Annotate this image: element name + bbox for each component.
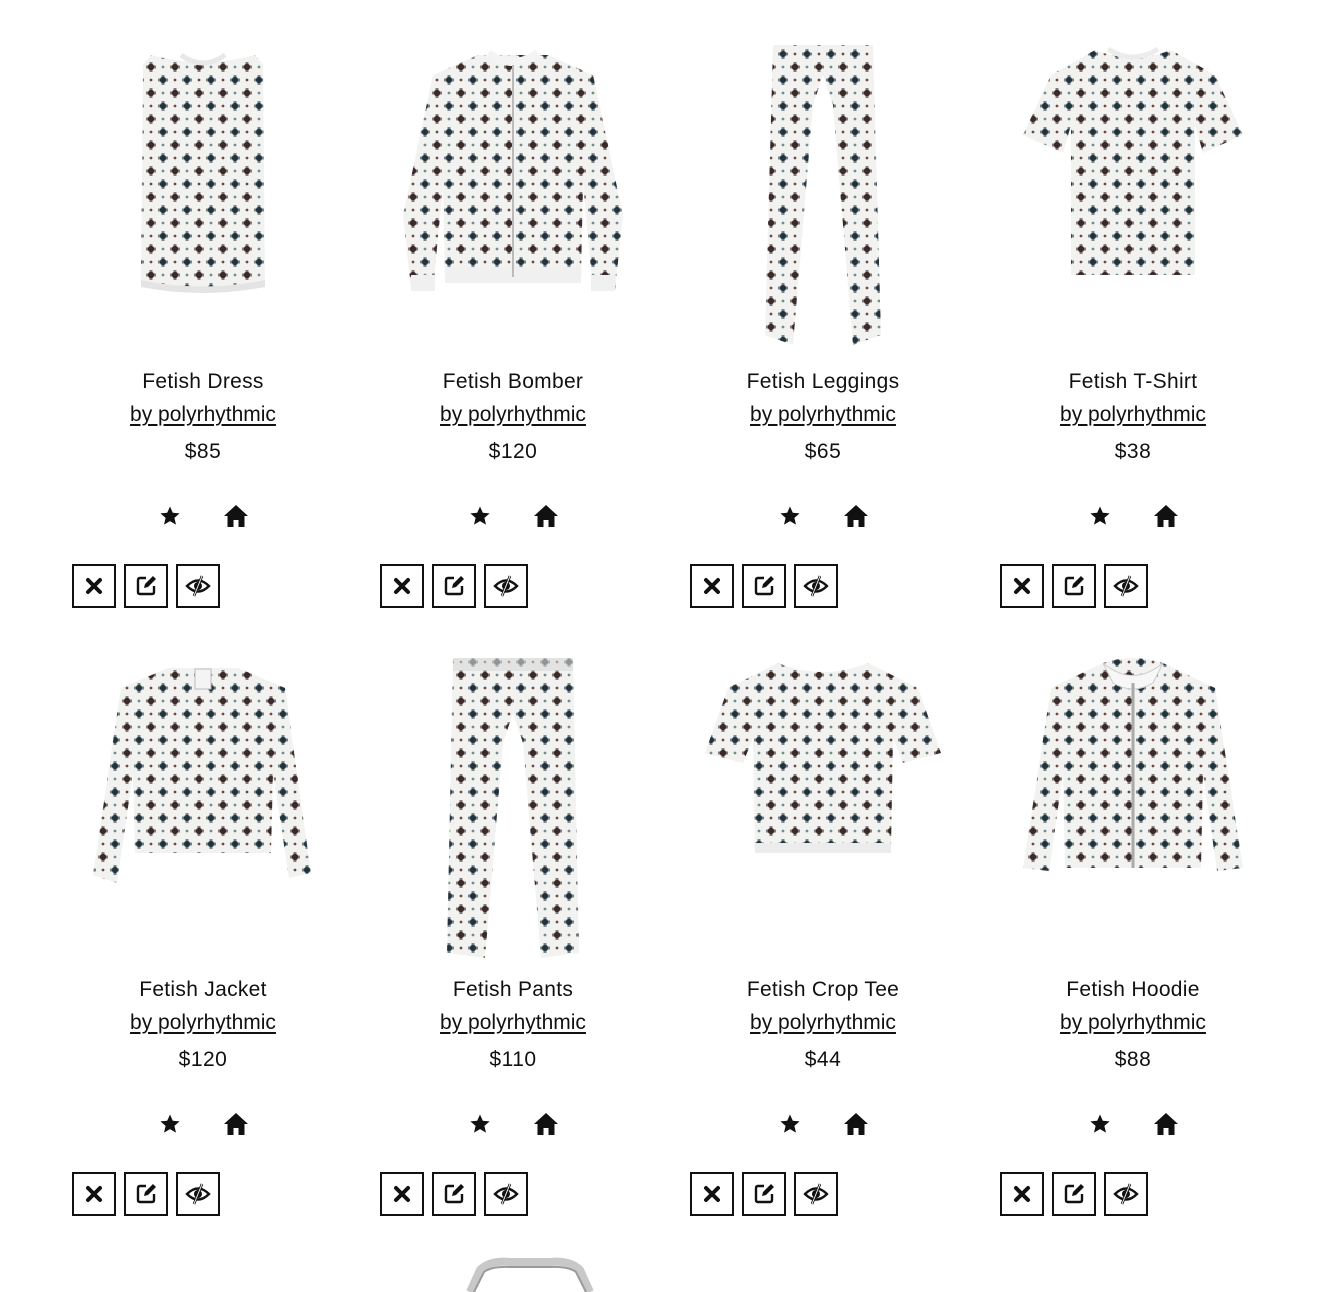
edit-icon [442,574,466,598]
product-price: $65 [804,440,842,463]
product-image[interactable] [378,638,648,968]
hide-button[interactable] [176,564,220,608]
star-icon[interactable] [466,502,494,530]
product-name: Fetish Dress [142,370,264,393]
product-quick-actions [668,502,978,530]
product-card-pants [358,638,668,1246]
edit-button[interactable] [742,564,786,608]
author-link[interactable]: by polyrhythmic [1060,1011,1206,1034]
product-price: $110 [489,1048,537,1071]
product-name: Fetish Leggings [746,370,900,393]
product-price: $120 [178,1048,228,1071]
product-price: $38 [1114,440,1152,463]
close-icon [84,576,104,596]
product-name: Fetish Hoodie [1066,978,1200,1001]
product-name: Fetish Pants [452,978,574,1001]
close-icon [702,1184,722,1204]
edit-button[interactable] [124,1172,168,1216]
edit-button[interactable] [124,564,168,608]
product-card-tshirt [978,30,1288,638]
hide-icon [803,574,829,598]
hide-icon [493,1182,519,1206]
product-price: $88 [1114,1048,1152,1071]
product-admin-actions [380,1172,528,1216]
edit-icon [134,1182,158,1206]
product-card-bomber [358,30,668,638]
hide-icon [185,574,211,598]
author-link[interactable]: by polyrhythmic [750,1011,896,1034]
product-price: $85 [184,440,222,463]
product-author [978,1011,1288,1035]
product-card-dress [48,30,358,638]
close-icon [1012,576,1032,596]
product-image[interactable] [688,638,958,968]
home-icon[interactable] [532,502,560,530]
author-link[interactable]: by polyrhythmic [130,403,276,426]
partial-product-image[interactable] [440,1250,620,1292]
product-quick-actions [48,1110,358,1138]
product-image[interactable] [688,30,958,360]
hide-icon [1113,574,1139,598]
product-name: Fetish T-Shirt [1068,370,1198,393]
home-icon[interactable] [532,1110,560,1138]
product-name: Fetish Jacket [139,978,267,1001]
edit-icon [752,1182,776,1206]
product-author [48,1011,358,1035]
close-icon [392,576,412,596]
product-quick-actions [358,1110,668,1138]
hide-icon [1113,1182,1139,1206]
hide-button[interactable] [1104,564,1148,608]
product-admin-actions [380,564,528,608]
product-card-hoodie [978,638,1288,1246]
product-card-jacket [48,638,358,1246]
close-icon [84,1184,104,1204]
author-link[interactable]: by polyrhythmic [750,403,896,426]
edit-button[interactable] [1052,564,1096,608]
product-card-leggings [668,30,978,638]
product-image[interactable] [378,30,648,360]
close-icon [702,576,722,596]
hide-button[interactable] [1104,1172,1148,1216]
remove-button[interactable] [690,564,734,608]
product-card-croptee [668,638,978,1246]
home-icon[interactable] [1152,1110,1180,1138]
author-link[interactable]: by polyrhythmic [1060,403,1206,426]
product-price: $44 [804,1048,842,1071]
hide-button[interactable] [484,564,528,608]
product-author [48,403,358,427]
product-grid [48,30,1288,1246]
remove-button[interactable] [380,1172,424,1216]
star-icon[interactable] [1086,1110,1114,1138]
close-icon [1012,1184,1032,1204]
close-icon [392,1184,412,1204]
remove-button[interactable] [1000,1172,1044,1216]
hide-icon [493,574,519,598]
hide-button[interactable] [176,1172,220,1216]
product-image[interactable] [68,30,338,360]
hide-button[interactable] [484,1172,528,1216]
star-icon[interactable] [156,502,184,530]
product-quick-actions [668,1110,978,1138]
product-author [358,403,668,427]
product-image[interactable] [998,638,1268,968]
product-price: $120 [488,440,538,463]
product-author [668,1011,978,1035]
edit-button[interactable] [1052,1172,1096,1216]
product-admin-actions [72,1172,220,1216]
star-icon[interactable] [466,1110,494,1138]
product-admin-actions [1000,564,1148,608]
home-icon[interactable] [1152,502,1180,530]
remove-button[interactable] [72,564,116,608]
edit-button[interactable] [432,564,476,608]
star-icon[interactable] [776,502,804,530]
product-quick-actions [358,502,668,530]
home-icon[interactable] [842,502,870,530]
edit-button[interactable] [432,1172,476,1216]
product-author [668,403,978,427]
author-link[interactable]: by polyrhythmic [440,403,586,426]
product-author [358,1011,668,1035]
product-quick-actions [48,502,358,530]
hide-button[interactable] [794,564,838,608]
edit-button[interactable] [742,1172,786,1216]
remove-button[interactable] [72,1172,116,1216]
edit-icon [752,574,776,598]
home-icon[interactable] [842,1110,870,1138]
remove-button[interactable] [1000,564,1044,608]
product-name: Fetish Bomber [442,370,584,393]
edit-icon [442,1182,466,1206]
product-admin-actions [690,1172,838,1216]
remove-button[interactable] [380,564,424,608]
author-link[interactable]: by polyrhythmic [440,1011,586,1034]
product-name: Fetish Crop Tee [746,978,900,1001]
edit-icon [1062,1182,1086,1206]
product-admin-actions [690,564,838,608]
author-link[interactable]: by polyrhythmic [130,1011,276,1034]
remove-button[interactable] [690,1172,734,1216]
star-icon[interactable] [156,1110,184,1138]
product-admin-actions [72,564,220,608]
home-icon[interactable] [222,1110,250,1138]
product-quick-actions [978,502,1288,530]
home-icon[interactable] [222,502,250,530]
hide-icon [185,1182,211,1206]
product-quick-actions [978,1110,1288,1138]
product-image[interactable] [68,638,338,968]
hide-button[interactable] [794,1172,838,1216]
star-icon[interactable] [776,1110,804,1138]
hide-icon [803,1182,829,1206]
edit-icon [1062,574,1086,598]
product-author [978,403,1288,427]
product-admin-actions [1000,1172,1148,1216]
star-icon[interactable] [1086,502,1114,530]
edit-icon [134,574,158,598]
product-image[interactable] [998,30,1268,360]
